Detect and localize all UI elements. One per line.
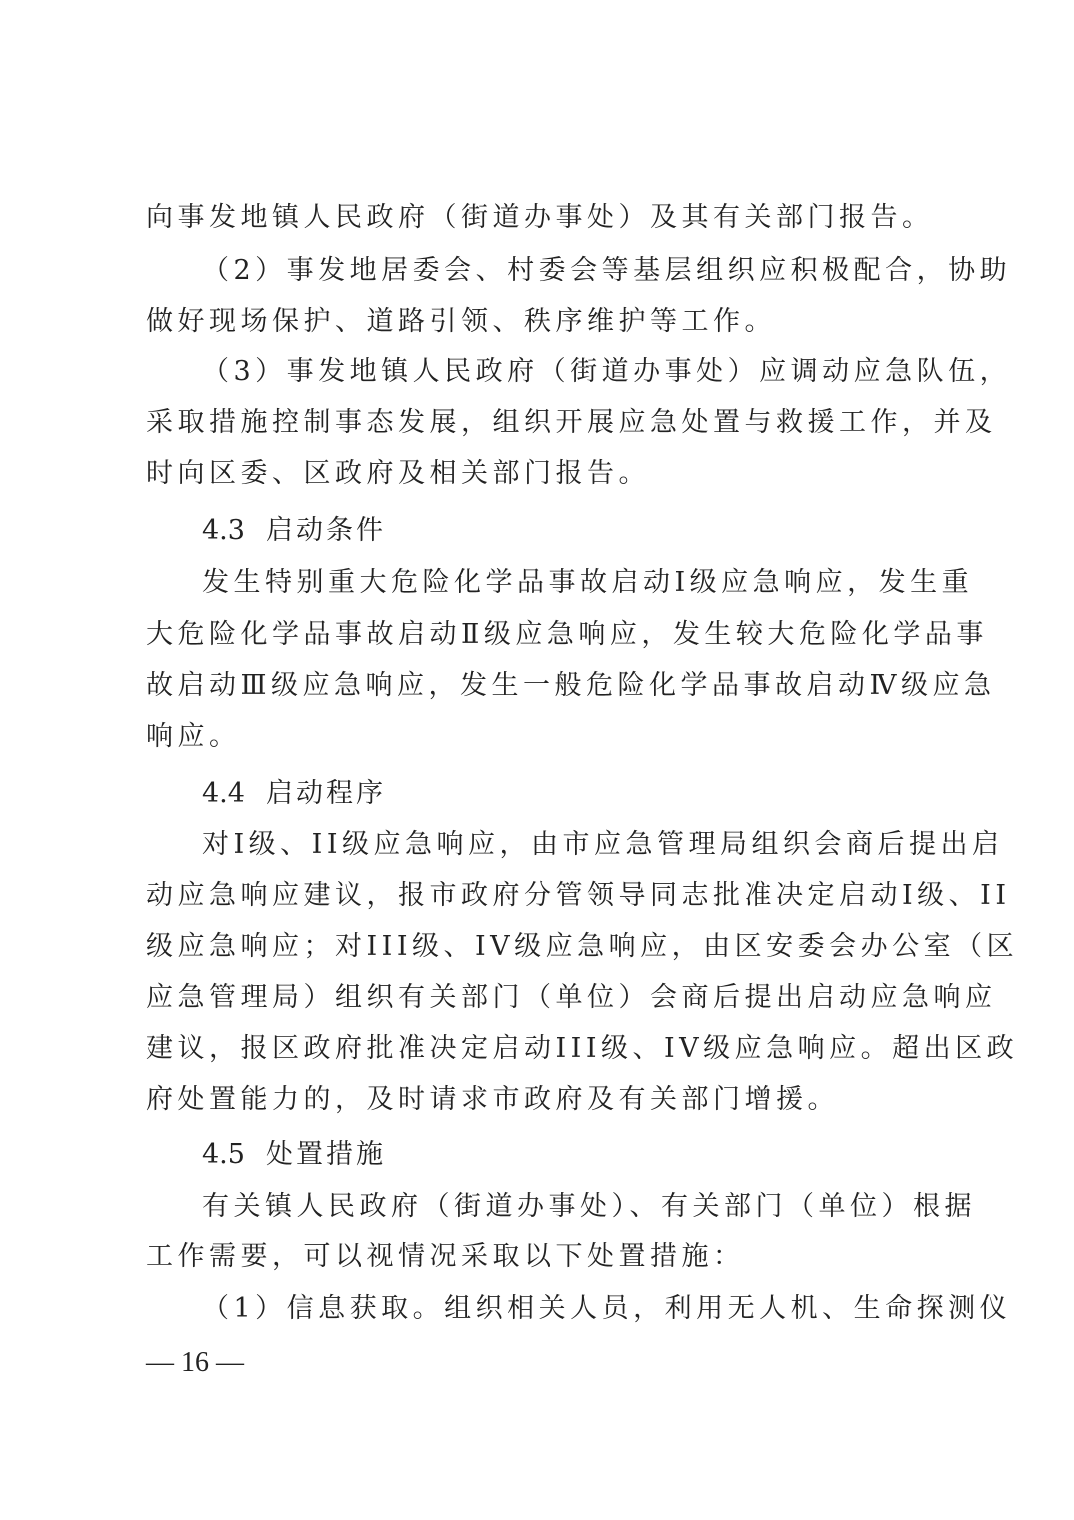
section-heading [202,514,1002,548]
paragraph-line: （1）信息获取。组织相关人员，利用无人机、生命探测仪 [202,1293,1012,1324]
section-heading [202,1138,1002,1172]
paragraph-line: 应急管理局）组织有关部门（单位）会商后提出启动应急响应 [146,982,997,1013]
paragraph-line: 做好现场保护、道路引领、秩序维护等工作。 [146,306,776,337]
section-heading [202,777,1002,811]
paragraph-line: 级应急响应；对III级、IV级应急响应，由区安委会办公室（区 [146,931,1019,962]
paragraph-line: 时向区委、区政府及相关部门报告。 [146,458,650,489]
paragraph-line: 故启动Ⅲ级应急响应，发生一般危险化学品事故启动Ⅳ级应急 [146,670,996,701]
paragraph-line: 大危险化学品事故启动Ⅱ级应急响应，发生较大危险化学品事 [146,619,988,650]
paragraph-line: （2）事发地居委会、村委会等基层组织应积极配合，协助 [202,255,1012,286]
paragraph-line: 建议，报区政府批准决定启动III级、IV级应急响应。超出区政 [146,1033,1019,1064]
section-number: 4.3 [202,515,245,546]
paragraph-line: 工作需要，可以视情况采取以下处置措施： [146,1241,745,1272]
paragraph-line: 府处置能力的，及时请求市政府及有关部门增援。 [146,1084,839,1115]
paragraph-line: 向事发地镇人民政府（街道办事处）及其有关部门报告。 [146,202,934,233]
section-title: 启动程序 [266,778,386,809]
paragraph-line: 发生特别重大危险化学品事故启动Ⅰ级应急响应，发生重 [202,567,974,598]
paragraph-line: 采取措施控制事态发展，组织开展应急处置与救援工作，并及 [146,407,997,438]
paragraph-line: 对I级、II级应急响应，由市应急管理局组织会商后提出启 [202,829,1004,860]
paragraph-line: （3）事发地镇人民政府（街道办事处）应调动应急队伍， [202,356,1012,387]
section-title: 处置措施 [266,1139,386,1170]
paragraph-line: 响应。 [146,721,241,752]
section-number: 4.5 [202,1139,245,1170]
page-number: — 16 — [146,1347,244,1378]
section-title: 启动条件 [266,515,386,546]
section-number: 4.4 [202,778,245,809]
paragraph-line: 有关镇人民政府（街道办事处）、有关部门（单位）根据 [202,1191,976,1222]
paragraph-line: 动应急响应建议，报市政府分管领导同志批准决定启动I级、II [146,880,1011,911]
